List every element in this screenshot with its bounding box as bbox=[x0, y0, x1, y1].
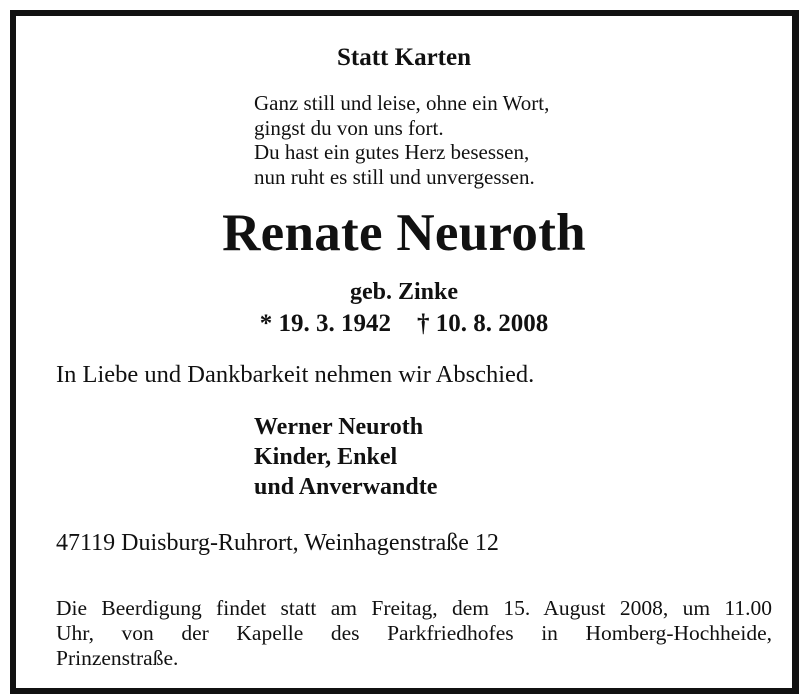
funeral-line: Uhr, von der Kapelle des Parkfriedhofes in Homberg-Hochheide, bbox=[56, 621, 772, 645]
funeral-line: Prinzenstraße. bbox=[56, 646, 179, 670]
mourner-line: und Anverwandte bbox=[254, 474, 438, 500]
mourner-line: Kinder, Enkel bbox=[254, 444, 398, 470]
memorial-poem bbox=[254, 91, 549, 189]
family-address: 47119 Duisburg-Ruhrort, Weinhagenstraße 12 bbox=[56, 530, 499, 556]
poem-line: gingst du von uns fort. bbox=[254, 115, 444, 140]
poem-line: Du hast ein gutes Herz besessen, bbox=[254, 140, 530, 164]
poem-line: nun ruht es still und unvergessen. bbox=[254, 164, 535, 189]
deceased-name: Renate Neuroth bbox=[222, 204, 586, 262]
poem-line: Ganz still und leise, ohne ein Wort, bbox=[254, 91, 550, 115]
birth-date: * 19. 3. 1942 bbox=[259, 310, 391, 337]
maiden-name: geb. Zinke bbox=[349, 279, 459, 305]
obituary-notice bbox=[10, 10, 799, 694]
funeral-details bbox=[56, 596, 772, 671]
funeral-line: Die Beerdigung findet statt am Freitag, dem 15. August 2008, um 11.00 bbox=[56, 596, 772, 620]
mourners-list bbox=[254, 412, 437, 502]
header-statt-karten: Statt Karten bbox=[337, 44, 471, 71]
death-date: † 10. 8. 2008 bbox=[417, 310, 549, 337]
farewell-text: In Liebe und Dankbarkeit nehmen wir Abschied. bbox=[56, 361, 535, 388]
life-dates bbox=[16, 310, 792, 338]
mourner-line: Werner Neuroth bbox=[254, 414, 424, 440]
